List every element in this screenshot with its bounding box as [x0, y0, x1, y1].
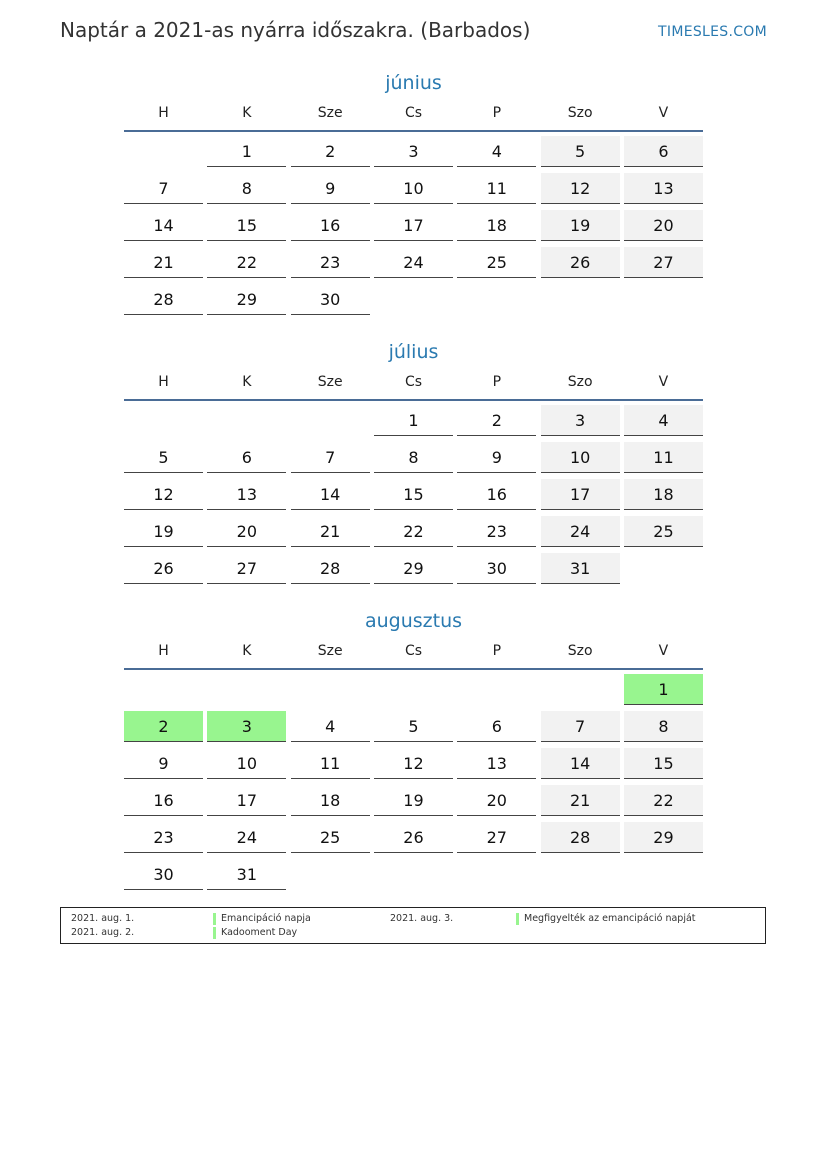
- weekday-label: H: [158, 105, 169, 121]
- legend-date: 2021. aug. 2.: [71, 927, 135, 938]
- day-cell: 20: [457, 785, 536, 816]
- holiday-color-marker: [213, 927, 216, 939]
- day-cell: 4: [624, 405, 703, 436]
- day-cell: 13: [207, 479, 286, 510]
- day-cell: 7: [291, 442, 370, 473]
- day-cell: 4: [457, 136, 536, 167]
- day-cell: 26: [541, 247, 620, 278]
- day-cell: 17: [207, 785, 286, 816]
- day-grid: [124, 136, 703, 321]
- day-cell: 4: [291, 711, 370, 742]
- day-cell: 20: [624, 210, 703, 241]
- empty-cell: [124, 405, 203, 435]
- day-cell: 12: [124, 479, 203, 510]
- day-cell: 22: [624, 785, 703, 816]
- day-cell: 15: [624, 748, 703, 779]
- day-cell: 31: [207, 859, 286, 890]
- day-cell: 8: [207, 173, 286, 204]
- day-cell: 30: [124, 859, 203, 890]
- day-cell: 16: [291, 210, 370, 241]
- empty-cell: [374, 674, 453, 704]
- day-cell: 7: [124, 173, 203, 204]
- day-cell: 19: [541, 210, 620, 241]
- day-cell: 23: [457, 516, 536, 547]
- day-cell: 6: [457, 711, 536, 742]
- day-cell: 14: [291, 479, 370, 510]
- day-cell: 10: [207, 748, 286, 779]
- day-cell: 28: [291, 553, 370, 584]
- empty-cell: [457, 674, 536, 704]
- legend-holiday: Megfigyelték az emancipáció napját: [524, 913, 696, 924]
- day-cell: 15: [207, 210, 286, 241]
- legend-date: 2021. aug. 3.: [390, 913, 454, 924]
- day-cell: 19: [124, 516, 203, 547]
- day-cell: 5: [541, 136, 620, 167]
- month-name: augusztus: [364, 610, 463, 632]
- day-cell: 8: [624, 711, 703, 742]
- day-cell: 21: [291, 516, 370, 547]
- day-cell: 30: [291, 284, 370, 315]
- empty-cell: [207, 674, 286, 704]
- day-cell: 14: [541, 748, 620, 779]
- day-cell: 1: [207, 136, 286, 167]
- weekday-label: Sze: [317, 374, 343, 390]
- weekday-label: Sze: [317, 105, 343, 121]
- weekday-label: K: [242, 105, 252, 121]
- month-name: július: [388, 341, 439, 363]
- day-cell: 18: [291, 785, 370, 816]
- day-cell: 16: [457, 479, 536, 510]
- weekday-label: P: [492, 105, 502, 121]
- day-cell: 2: [457, 405, 536, 436]
- legend-date: 2021. aug. 1.: [71, 913, 135, 924]
- page-title: Naptár a 2021-as nyárra időszakra. (Barbados): [60, 18, 531, 42]
- weekday-label: Sze: [317, 643, 343, 659]
- day-cell: 24: [207, 822, 286, 853]
- day-cell: 23: [291, 247, 370, 278]
- empty-cell: [541, 674, 620, 704]
- day-cell: 3: [541, 405, 620, 436]
- day-cell: 23: [124, 822, 203, 853]
- brand-logo[interactable]: TIMESLES.COM: [658, 24, 767, 40]
- day-cell: 29: [207, 284, 286, 315]
- day-cell: 6: [624, 136, 703, 167]
- weekday-label: P: [492, 643, 502, 659]
- day-cell: 17: [541, 479, 620, 510]
- weekday-label: Szo: [567, 374, 593, 390]
- month-block: [124, 337, 703, 590]
- holiday-color-marker: [213, 913, 216, 925]
- legend-holiday: Kadooment Day: [221, 927, 298, 938]
- day-cell: 11: [457, 173, 536, 204]
- day-cell: 3: [374, 136, 453, 167]
- day-cell: 2: [291, 136, 370, 167]
- day-cell: 8: [374, 442, 453, 473]
- day-cell: 24: [541, 516, 620, 547]
- holiday-legend: [60, 907, 766, 944]
- empty-cell: [291, 674, 370, 704]
- weekday-label: V: [658, 374, 669, 390]
- day-cell: 31: [541, 553, 620, 584]
- day-cell: 5: [374, 711, 453, 742]
- weekday-label: H: [158, 374, 169, 390]
- day-cell: 7: [541, 711, 620, 742]
- weekday-header: [124, 371, 703, 401]
- day-cell: 27: [207, 553, 286, 584]
- weekday-label: Cs: [404, 643, 423, 659]
- holiday-color-marker: [516, 913, 519, 925]
- day-cell: 11: [624, 442, 703, 473]
- day-cell: 5: [124, 442, 203, 473]
- empty-cell: [207, 405, 286, 435]
- empty-cell: [124, 136, 203, 166]
- day-cell: 6: [207, 442, 286, 473]
- day-cell: 25: [457, 247, 536, 278]
- day-cell: 21: [124, 247, 203, 278]
- day-cell: 25: [624, 516, 703, 547]
- legend-holiday: Emancipáció napja: [221, 913, 311, 924]
- day-cell: 13: [457, 748, 536, 779]
- weekday-header: [124, 102, 703, 132]
- day-grid: [124, 674, 703, 896]
- day-cell: 21: [541, 785, 620, 816]
- day-cell: 16: [124, 785, 203, 816]
- empty-cell: [124, 674, 203, 704]
- weekday-label: H: [158, 643, 169, 659]
- holiday-day-cell: 2: [124, 711, 203, 742]
- day-cell: 9: [457, 442, 536, 473]
- holiday-day-cell: 3: [207, 711, 286, 742]
- day-cell: 22: [374, 516, 453, 547]
- day-cell: 28: [541, 822, 620, 853]
- weekday-header: [124, 640, 703, 670]
- day-cell: 10: [374, 173, 453, 204]
- day-cell: 12: [541, 173, 620, 204]
- day-cell: 18: [624, 479, 703, 510]
- weekday-label: Cs: [404, 105, 423, 121]
- day-cell: 17: [374, 210, 453, 241]
- day-cell: 14: [124, 210, 203, 241]
- day-grid: [124, 405, 703, 590]
- weekday-label: V: [658, 643, 669, 659]
- day-cell: 20: [207, 516, 286, 547]
- day-cell: 26: [124, 553, 203, 584]
- month-block: [124, 606, 703, 896]
- day-cell: 30: [457, 553, 536, 584]
- day-cell: 27: [624, 247, 703, 278]
- day-cell: 13: [624, 173, 703, 204]
- day-cell: 12: [374, 748, 453, 779]
- weekday-label: Szo: [567, 643, 593, 659]
- day-cell: 29: [624, 822, 703, 853]
- weekday-label: V: [658, 105, 669, 121]
- day-cell: 26: [374, 822, 453, 853]
- day-cell: 19: [374, 785, 453, 816]
- day-cell: 28: [124, 284, 203, 315]
- day-cell: 15: [374, 479, 453, 510]
- day-cell: 18: [457, 210, 536, 241]
- month-block: [124, 68, 703, 321]
- weekday-label: K: [242, 374, 252, 390]
- day-cell: 29: [374, 553, 453, 584]
- day-cell: 1: [374, 405, 453, 436]
- day-cell: 9: [291, 173, 370, 204]
- day-cell: 9: [124, 748, 203, 779]
- empty-cell: [291, 405, 370, 435]
- day-cell: 24: [374, 247, 453, 278]
- month-name: június: [385, 72, 442, 94]
- day-cell: 27: [457, 822, 536, 853]
- weekday-label: K: [242, 643, 252, 659]
- weekday-label: Cs: [404, 374, 423, 390]
- day-cell: 22: [207, 247, 286, 278]
- weekday-label: Szo: [567, 105, 593, 121]
- weekday-label: P: [492, 374, 502, 390]
- holiday-day-cell: 1: [624, 674, 703, 705]
- day-cell: 11: [291, 748, 370, 779]
- day-cell: 10: [541, 442, 620, 473]
- day-cell: 25: [291, 822, 370, 853]
